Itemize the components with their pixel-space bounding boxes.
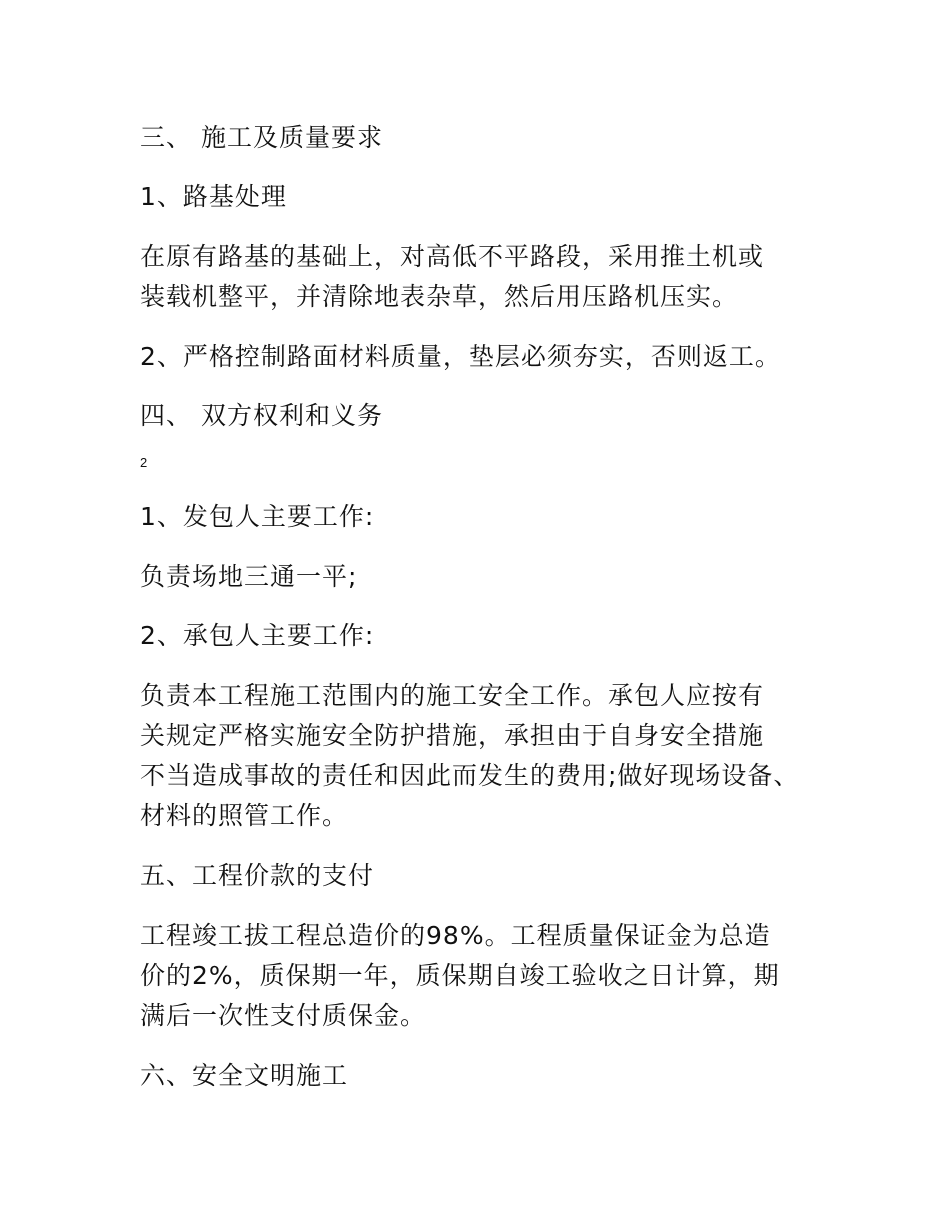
paragraph-line: 满后一次性支付质保金。 <box>140 1001 427 1030</box>
page-number: 2 <box>140 455 148 470</box>
subheading-employer-duties: 1、发包人主要工作: <box>140 502 375 531</box>
paragraph-line: 负责本工程施工范围内的施工安全工作。承包人应按有 <box>140 681 765 710</box>
paragraph-line: 不当造成事故的责任和因此而发生的费用;做好现场设备、 <box>140 761 800 790</box>
section-heading-4: 四、 双方权利和义务 <box>140 401 383 430</box>
subheading-roadbed: 1、路基处理 <box>140 182 287 211</box>
paragraph-line: 工程竣工拔工程总造价的98%。工程质量保证金为总造 <box>140 921 771 950</box>
paragraph-line: 装载机整平，并清除地表杂草，然后用压路机压实。 <box>140 282 739 311</box>
section-heading-3: 三、 施工及质量要求 <box>140 123 383 152</box>
section-heading-5: 五、工程价款的支付 <box>140 861 375 890</box>
paragraph-line: 负责场地三通一平; <box>140 562 358 591</box>
paragraph-line: 价的2%，质保期一年，质保期自竣工验收之日计算，期 <box>140 961 780 990</box>
paragraph-line: 2、严格控制路面材料质量，垫层必须夯实，否则返工。 <box>140 342 781 371</box>
paragraph-line: 关规定严格实施安全防护措施，承担由于自身安全措施 <box>140 721 765 750</box>
paragraph-line: 材料的照管工作。 <box>140 801 349 830</box>
subheading-contractor-duties: 2、承包人主要工作: <box>140 621 375 650</box>
section-heading-6: 六、安全文明施工 <box>140 1061 349 1090</box>
paragraph-line: 在原有路基的基础上，对高低不平路段，采用推土机或 <box>140 242 765 271</box>
